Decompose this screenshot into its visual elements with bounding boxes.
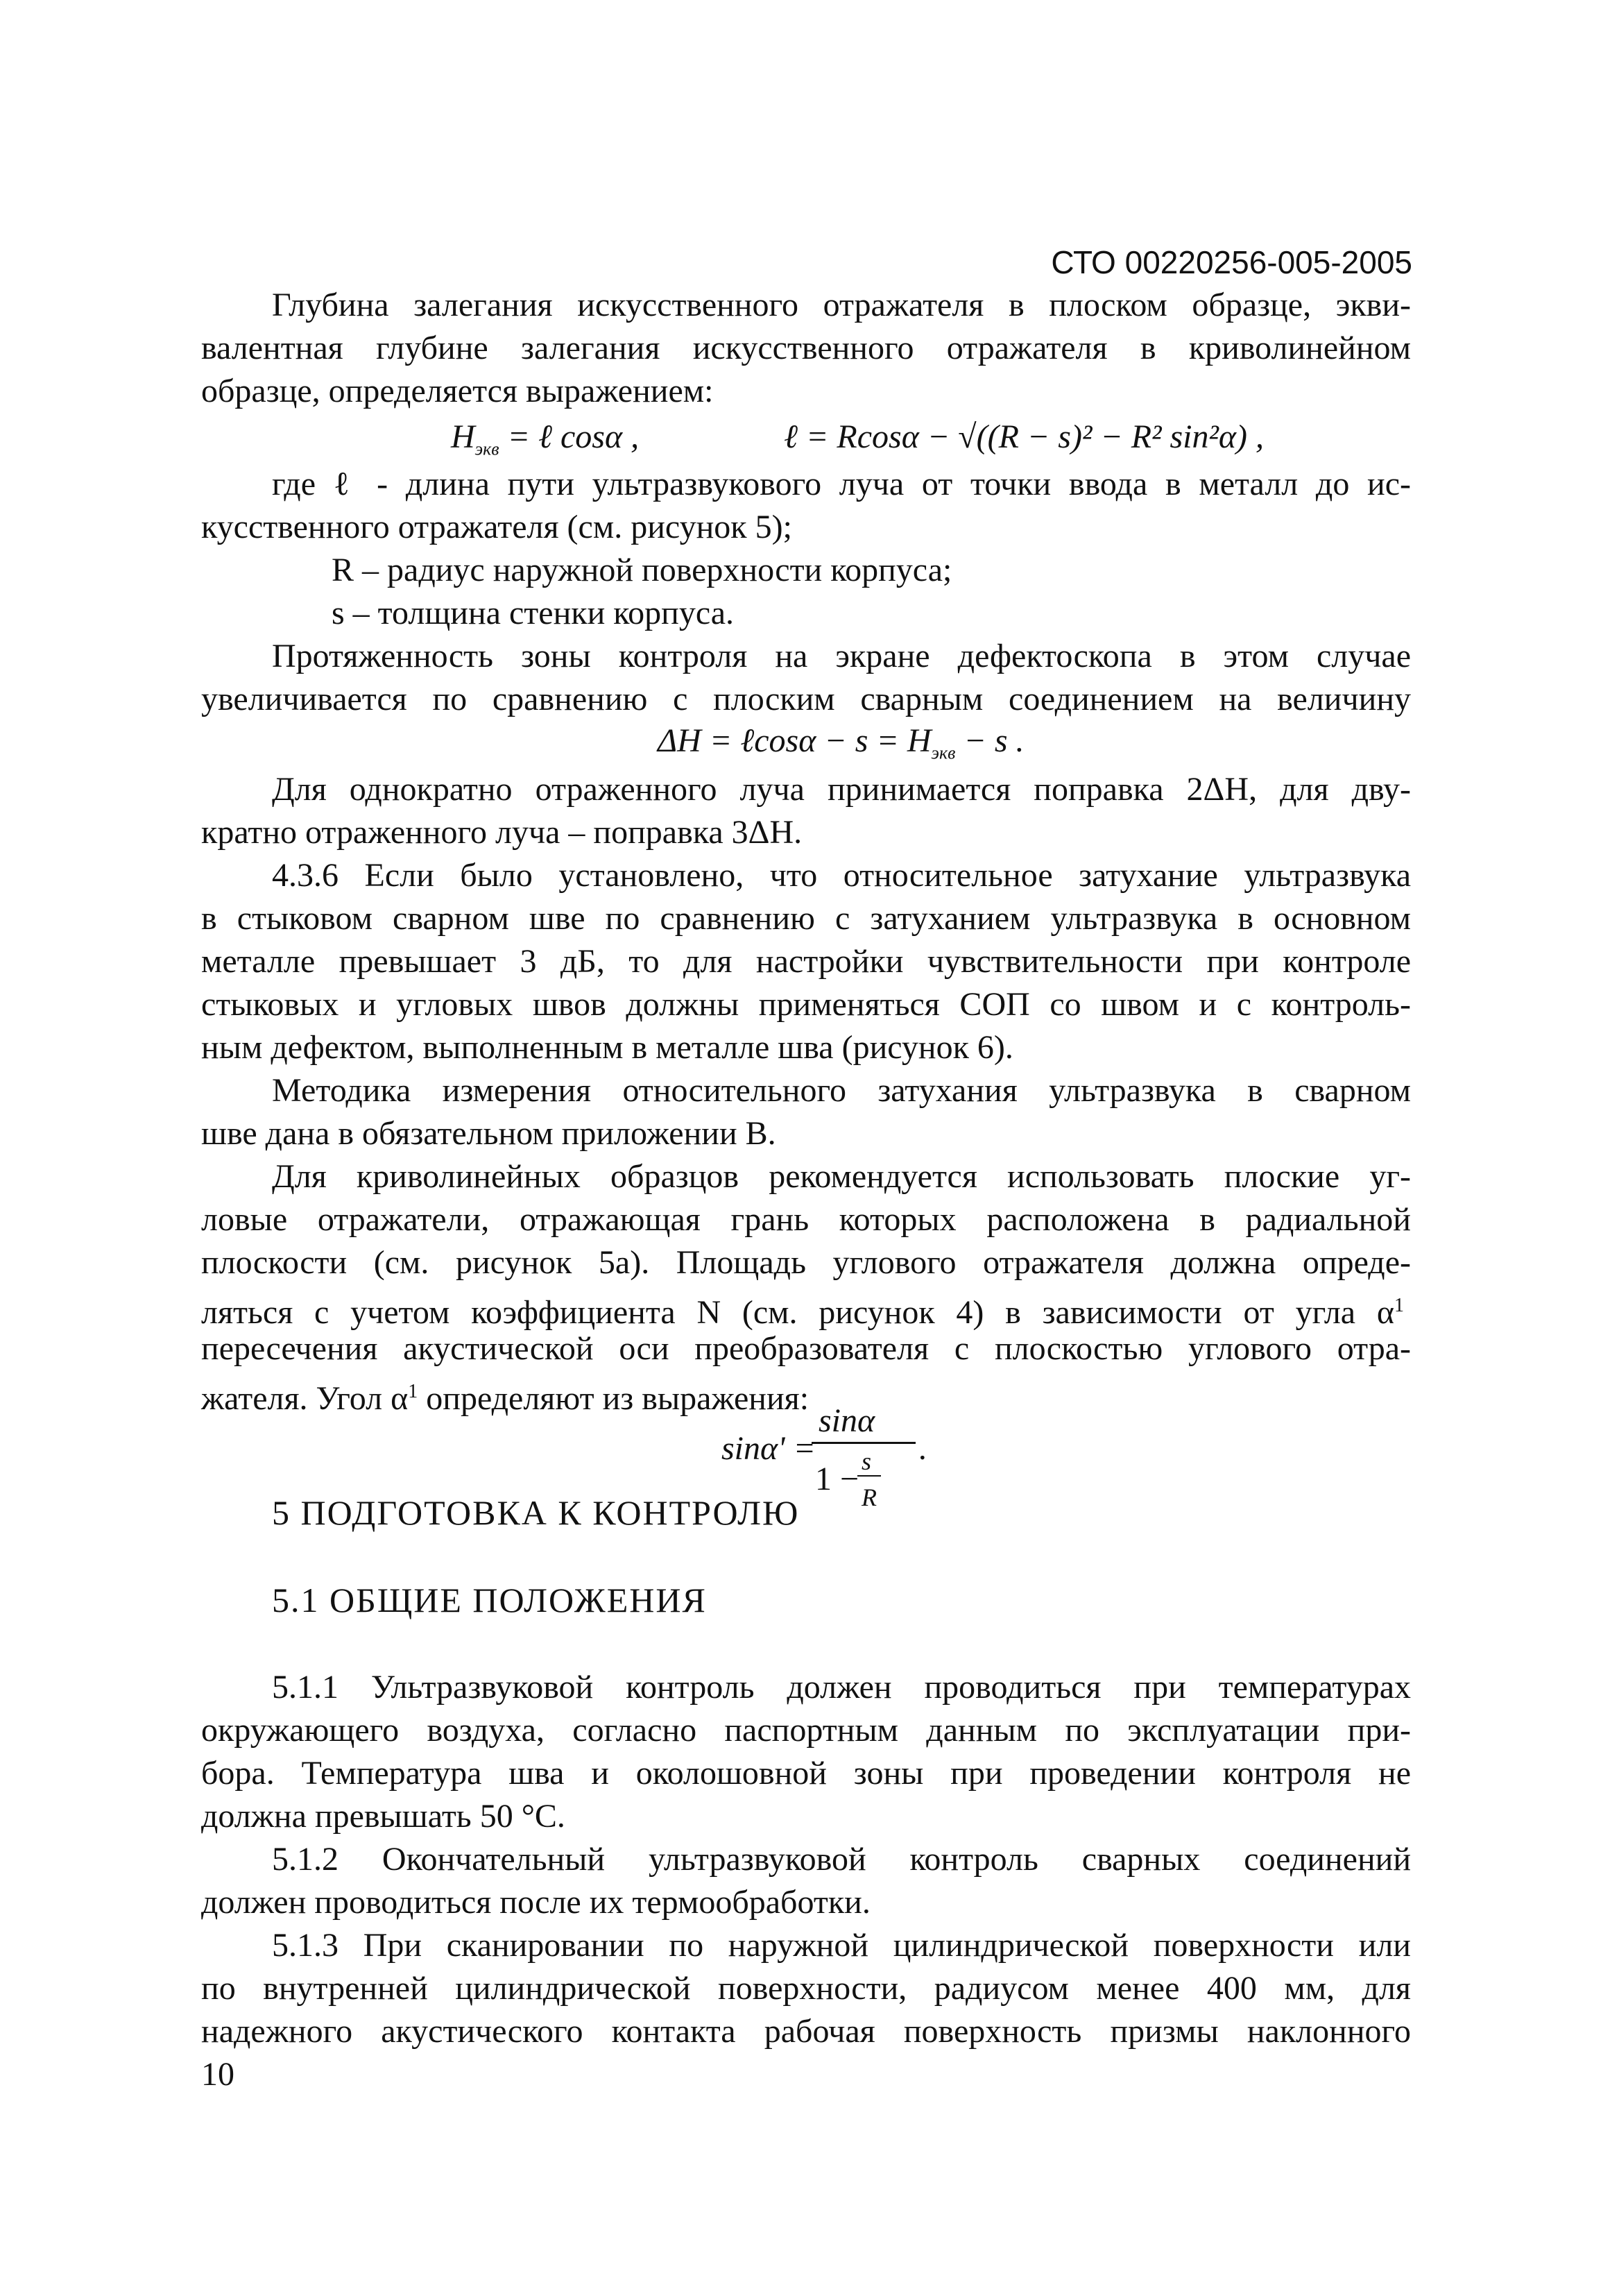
text-line: в стыковом сварном шве по сравнению с затуханием ультразвука в основном xyxy=(201,900,1411,937)
text-line: R – радиус наружной поверхности корпуса; xyxy=(332,552,952,588)
formula-subscript: экв xyxy=(931,742,956,763)
text-line: валентная глубине залегания искусственного отражателя в криволинейном xyxy=(201,330,1411,366)
text-line: кусственного отражателя (см. рисунок 5); xyxy=(201,509,792,545)
text-line-span: жателя. Угол α xyxy=(201,1380,409,1417)
text-line: образце, определяется выражением: xyxy=(201,373,714,409)
text-line: s – толщина стенки корпуса. xyxy=(332,595,735,631)
inner-numerator: s xyxy=(862,1447,872,1475)
text-line: должен проводиться после их термообработки. xyxy=(201,1884,871,1921)
text-line: окружающего воздуха, согласно паспортным данным по эксплуатации при- xyxy=(201,1712,1411,1749)
formula-text: − s . xyxy=(955,722,1025,759)
text-line: надежного акустического контакта рабочая поверхность призмы наклонного xyxy=(201,2013,1411,2050)
subsection-heading: 5.1 ОБЩИЕ ПОЛОЖЕНИЯ xyxy=(272,1581,707,1619)
section-heading: 5 ПОДГОТОВКА К КОНТРОЛЮ xyxy=(272,1493,800,1532)
text-line-span: ляться с учетом коэффициента N (см. рисунок 4) в зависимости от угла α xyxy=(201,1294,1394,1331)
formula-symbol: H xyxy=(451,418,475,455)
text-line: 4.3.6 Если было установлено, что относительное затухание ультразвука xyxy=(272,857,1411,894)
text-line: 5.1.3 При сканировании по наружной цилиндрической поверхности или xyxy=(272,1927,1411,1964)
formula-text: . xyxy=(919,1430,927,1467)
text-line: Протяженность зоны контроля на экране дефектоскопа в этом случае xyxy=(272,638,1411,674)
formula-path-length: ℓ = Rcosα − √((R − s)² − R² sin²α) , xyxy=(784,418,1265,455)
text-line: увеличивается по сравнению с плоским сварным соединением на величину xyxy=(201,681,1411,717)
superscript: 1 xyxy=(1394,1295,1404,1316)
text-line: 5.1.2 Окончательный ультразвуковой контроль сварных соединений xyxy=(272,1841,1411,1878)
fraction-denominator: 1 − xyxy=(815,1461,859,1497)
text-line xyxy=(201,1285,1411,1334)
text-line: где ℓ - длина пути ультразвукового луча от точки ввода в металл до ис- xyxy=(272,466,1411,502)
formula-text: sinα' = xyxy=(721,1430,816,1467)
doc-id-header: СТО 00220256-005-2005 xyxy=(1051,244,1412,280)
formula-h-equiv xyxy=(451,416,639,470)
text-line: ловые отражатели, отражающая грань которых расположена в радиальной xyxy=(201,1201,1411,1238)
inner-denominator: R xyxy=(862,1483,877,1511)
text-line: шве дана в обязательном приложении В. xyxy=(201,1115,776,1152)
fraction-numerator: sinα xyxy=(819,1402,875,1439)
formula-subscript: экв xyxy=(474,439,499,459)
text-line: Для однократно отраженного луча принимается поправка 2ΔН, для дву- xyxy=(272,771,1411,808)
text-line-span: определяют из выражения: xyxy=(418,1380,810,1417)
text-line: бора. Температура шва и околошовной зоны при проведении контроля не xyxy=(201,1755,1411,1792)
text-line: Глубина залегания искусственного отражателя в плоском образце, экви- xyxy=(272,287,1411,323)
page-number: 10 xyxy=(201,2056,234,2093)
text-line: должна превышать 50 °С. xyxy=(201,1798,565,1835)
text-line: 5.1.1 Ультразвуковой контроль должен проводиться при температурах xyxy=(272,1669,1411,1706)
text-line: Методика измерения относительного затухания ультразвука в сварном xyxy=(272,1072,1411,1109)
formula-delta-h xyxy=(658,720,1025,774)
text-line: металле превышает 3 дБ, то для настройки чувствительности при контроле xyxy=(201,943,1411,980)
formula-text: = ℓ cosα , xyxy=(499,418,640,455)
text-line: стыковых и угловых швов должны применяться СОП со швом и с контроль- xyxy=(201,986,1411,1023)
text-line: плоскости (см. рисунок 5а). Площадь углового отражателя должна опреде- xyxy=(201,1244,1411,1281)
text-line: пересечения акустической оси преобразователя с плоскостью углового отра- xyxy=(201,1330,1411,1367)
formula-text: ΔH = ℓcosα − s = H xyxy=(658,722,932,759)
superscript: 1 xyxy=(408,1381,418,1402)
text-line xyxy=(201,1371,809,1420)
text-line: кратно отраженного луча – поправка 3ΔН. xyxy=(201,814,803,851)
text-line: ным дефектом, выполненным в металле шва (рисунок 6). xyxy=(201,1029,1013,1066)
text-line: Для криволинейных образцов рекомендуется использовать плоские уг- xyxy=(272,1158,1411,1195)
text-line: по внутренней цилиндрической поверхности, радиусом менее 400 мм, для xyxy=(201,1970,1411,2007)
